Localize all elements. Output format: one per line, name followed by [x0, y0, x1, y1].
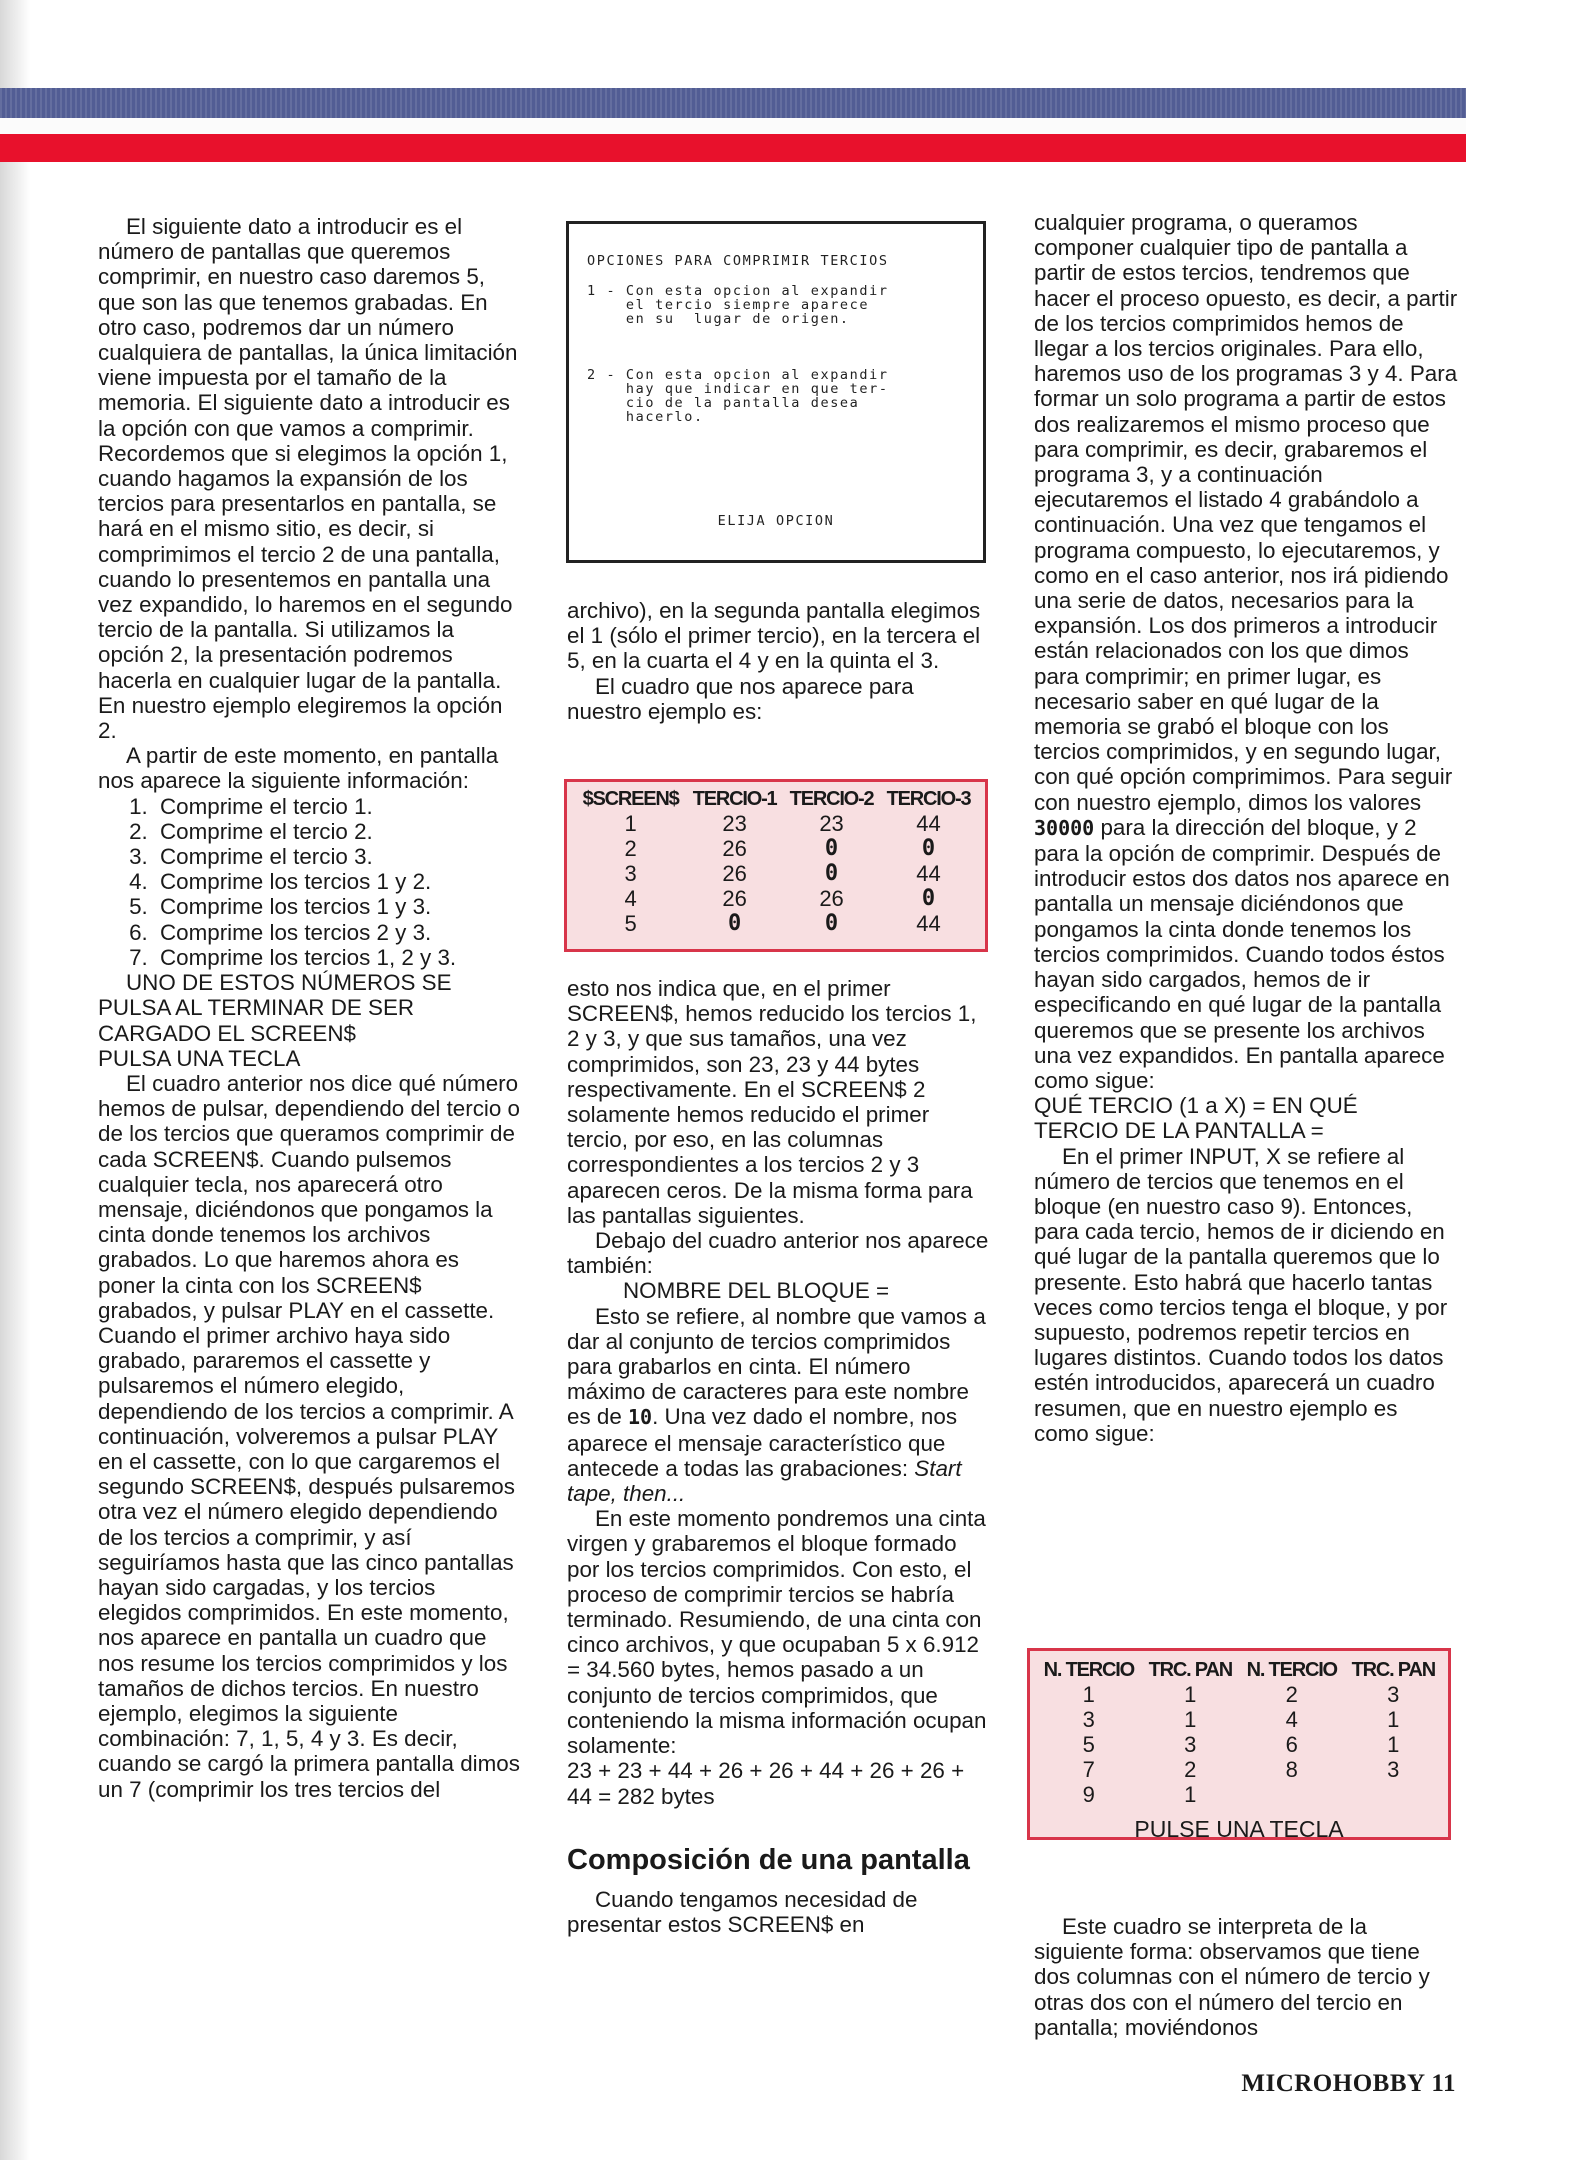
- right-paragraph-1: [1034, 210, 1458, 1093]
- expansion-table: [1036, 1659, 1442, 1842]
- right-paragraph-1-text: para la dirección del bloque, y 2 para la opción de comprimir. Después de introducir estos dos datos nos aparece en pantalla un mensaje diciéndonos que pongamos la cinta donde tenemos los tercios comprimidos. Cuando todos éstos hayan sido cargados, hemos de ir especificando en qué lugar de la pantalla queremos que se presente los archivos una vez expandidos. En pantalla aparece como sigue:: [1034, 814, 1450, 1093]
- table-cell: [1239, 1782, 1345, 1807]
- middle-paragraph-6-text: . Una vez dado el nombre, nos aparece el mensaje característico que antecede a todas las grabaciones:: [567, 1404, 958, 1481]
- table-cell: 44: [916, 911, 941, 936]
- screen-option-1-line: el tercio siempre aparece: [587, 297, 870, 313]
- table-header-cell: N. TERCIO: [1043, 1659, 1134, 1681]
- table-header-cell: TERCIO-1: [692, 788, 777, 810]
- table-cell: 4: [1285, 1707, 1298, 1732]
- table-row: [575, 911, 977, 936]
- max-chars-number: 10: [628, 1405, 653, 1430]
- screen-option-1-line: 1 - Con esta opcion al expandir: [587, 283, 889, 299]
- screen-message-line: UNO DE ESTOS NÚMEROS SE: [126, 970, 452, 996]
- table-row: [1036, 1707, 1442, 1732]
- screen-option-2-line: cio de la pantalla desea: [587, 395, 860, 411]
- right-column-upper: [1034, 210, 1458, 1446]
- table-cell: 5: [624, 911, 637, 936]
- table-cell: 44: [916, 861, 941, 886]
- block-address-number: 30000: [1034, 815, 1095, 840]
- table-footer-message: PULSE UNA TECLA: [1134, 1816, 1344, 1842]
- table-cell: 1: [1184, 1707, 1197, 1732]
- table-header-cell: N. TERCIO: [1246, 1659, 1337, 1681]
- table-cell: 1: [1184, 1682, 1197, 1707]
- left-paragraph-3: El cuadro anterior nos dice qué número hemos de pulsar, dependiendo del tercio o de los tercios que queramos comprimir de cada SCREEN$. Cuando pulsemos cualquier tecla, nos aparecerá otro mensaje, diciéndonos que pongamos la cinta donde tenemos los archivos grabados. Lo que haremos ahora es poner la cinta con los SCREEN$ grabados, y pulsar PLAY en el cassette. Cuando el primer archivo haya sido grabado, pararemos el cassette y pulsaremos el número elegido, dependiendo de los tercios a comprimir. A continuación, volveremos a pulsar PLAY en el cassette, con lo que cargaremos el segundo SCREEN$, después pulsaremos otra vez el número elegido dependiendo de los tercios a comprimir, y así seguiríamos hasta que las cinco pantallas hayan sido cargadas, y los tercios elegidos comprimidos. En este momento, nos aparece en pantalla un cuadro que nos resume los tercios comprimidos y los tamaños de dichos tercios. En nuestro ejemplo, elegimos la siguiente combinación: 7, 1, 5, 4 y 3. Es decir, cuando se cargó la primera pantalla dimos un 7 (comprimir los tres tercios del: [98, 1070, 520, 1802]
- table-cell: 3: [624, 861, 637, 886]
- table-row: [575, 861, 977, 886]
- left-paragraph-1: El siguiente dato a introducir es el número de pantallas que queremos comprimir, en nuestro caso daremos 5, que son las que tenemos grabadas. En otro caso, podremos dar un número cualquiera de pantallas, la única limitación viene impuesta por el tamaño de la memoria. El siguiente dato a introducir es la opción con que vamos a comprimir. Recordemos que si elegimos la opción 1, cuando hagamos la expansión de los tercios para presentarlos en pantalla, se hará en el mismo sitio, es decir, si comprimimos el tercio 2 de una pantalla, cuando lo presentemos en pantalla una vez expandido, lo haremos en el segundo tercio de la pantalla. Si utilizamos la opción 2, la presentación podremos hacerla en cualquier lugar de la pantalla. En nuestro ejemplo elegiremos la opción 2.: [98, 214, 518, 744]
- table-row: [575, 811, 977, 836]
- table-header-cell: TRC. PAN: [1351, 1659, 1435, 1681]
- option-list-item: 6. Comprime los tercios 2 y 3.: [154, 920, 522, 945]
- table-cell: 26: [722, 861, 747, 886]
- table-cell: 4: [624, 886, 637, 911]
- table-header-cell: $SCREEN$: [582, 788, 679, 810]
- table-row: [1036, 1757, 1442, 1782]
- option-list-item: 1. Comprime el tercio 1.: [154, 794, 522, 819]
- option-list-item: 7. Comprime los tercios 1, 2 y 3.: [154, 945, 522, 970]
- table-cell: 0: [921, 836, 936, 861]
- middle-paragraph-4: Debajo del cuadro anterior nos aparece también:: [567, 1228, 989, 1279]
- table-header-cell: TRC. PAN: [1148, 1659, 1232, 1681]
- option-list-item: 4. Comprime los tercios 1 y 2.: [154, 869, 522, 894]
- table-cell: 5: [1082, 1732, 1095, 1757]
- option-list-item: 2. Comprime el tercio 2.: [154, 819, 522, 844]
- screen-prompt: ELIJA OPCION: [717, 513, 835, 529]
- middle-paragraph-7: En este momento pondremos una cinta virgen y grabaremos el bloque formado por los tercios comprimidos. Con esto, el proceso de comprimir tercios se habría terminado. Resumiendo, de una cinta con cinco archivos, y que ocupaban 5 x 6.912 = 34.560 bytes, hemos pasado a un conjunto de tercios comprimidos, que conteniendo la misma información ocupan solamente:: [567, 1506, 987, 1759]
- tape-message: Start tape, then...: [567, 1455, 962, 1507]
- screen-option-2-line: 2 - Con esta opcion al expandir: [587, 367, 889, 383]
- option-list-item: 3. Comprime el tercio 3.: [154, 844, 522, 869]
- page-edge-shadow: [0, 0, 30, 2160]
- table-cell: 8: [1285, 1757, 1298, 1782]
- table-cell: 0: [824, 861, 839, 886]
- right-screen-line: QUÉ TERCIO (1 a X) = EN QUÉ: [1034, 1093, 1358, 1119]
- table-row: [1036, 1782, 1442, 1807]
- header-band-blue: [0, 88, 1466, 118]
- spectrum-screen-box: [566, 221, 986, 563]
- right-column-lower: [1034, 1914, 1458, 2040]
- table-cell: 2: [624, 836, 637, 861]
- table-cell: 1: [624, 811, 637, 836]
- left-paragraph-2: A partir de este momento, en pantalla nos aparece la siguiente información:: [98, 743, 499, 794]
- header-band-red: [0, 134, 1466, 162]
- table-cell: 9: [1082, 1782, 1095, 1807]
- middle-paragraph-6: [567, 1304, 991, 1507]
- table-row: [1036, 1807, 1442, 1842]
- screen-message-line: PULSA UNA TECLA: [98, 1045, 301, 1071]
- table-header-cell: TERCIO-2: [789, 788, 874, 810]
- screen-option-2-line: hacerlo.: [587, 409, 704, 425]
- middle-paragraph-6-text: Esto se refiere, al nombre que vamos a dar al conjunto de tercios comprimidos para grabarlos en cinta. El número máximo de caracteres para este nombre es de: [567, 1303, 986, 1430]
- table-cell: 3: [1184, 1732, 1197, 1757]
- table-cell: 26: [722, 886, 747, 911]
- table-cell: 3: [1387, 1757, 1400, 1782]
- table-cell: 0: [727, 911, 742, 936]
- table-cell: 23: [722, 811, 747, 836]
- table-row: [1036, 1682, 1442, 1707]
- middle-paragraph-2: El cuadro que nos aparece para nuestro ejemplo es:: [567, 673, 914, 724]
- screen-message-line: PULSA AL TERMINAR DE SER: [98, 995, 415, 1021]
- table-cell: 1: [1387, 1732, 1400, 1757]
- middle-column-lower: [567, 976, 991, 1937]
- table-cell: 7: [1082, 1757, 1095, 1782]
- table-cell: 0: [921, 886, 936, 911]
- table-header-cell: TERCIO-3: [886, 788, 971, 810]
- table-cell: 0: [824, 836, 839, 861]
- page-footer: MICROHOBBY 11: [1241, 2070, 1456, 2097]
- table-cell: 26: [722, 836, 747, 861]
- section-heading: Composición de una pantalla: [567, 1843, 970, 1876]
- table-cell: 44: [916, 811, 941, 836]
- right-paragraph-1-text: cualquier programa, o queramos componer cualquier tipo de pantalla a partir de estos tercios, tendremos que hacer el proceso opuesto, es decir, a partir de los tercios comprimidos hemos de llegar a los tercios originales. Para ello, haremos uso de los programas 3 y 4. Para formar un solo programa a partir de estos dos realizaremos el mismo proceso que para comprimir, es decir, grabaremos el programa 3, y a continuación ejecutaremos el listado 4 grabándolo a continuación. Una vez que tengamos el programa compuesto, lo ejecutaremos, y como en el caso anterior, nos irá pidiendo una serie de datos, necesarios para la expansión. Los dos primeros a introducir están relacionados con los que dimos para comprimir; en primer lugar, es necesario saber en qué lugar de la memoria se grabó el bloque con los tercios comprimidos, y en segundo lugar, con qué opción comprimimos. Para seguir con nuestro ejemplo, dimos los valores: [1034, 210, 1458, 815]
- header-band-white: [0, 118, 1466, 134]
- right-screen-line: TERCIO DE LA PANTALLA =: [1034, 1118, 1324, 1144]
- right-paragraph-3: Este cuadro se interpreta de la siguiente forma: observamos que tiene dos columnas con el número de tercio y otras dos con el número del tercio en pantalla; moviéndonos: [1034, 1914, 1430, 2040]
- table-cell: 26: [819, 886, 844, 911]
- table-cell: 1: [1387, 1707, 1400, 1732]
- table-cell: 3: [1082, 1707, 1095, 1732]
- table-cell: [1345, 1782, 1442, 1807]
- screen-option-1-line: en su lugar de origen.: [587, 311, 850, 327]
- screen-title: OPCIONES PARA COMPRIMIR TERCIOS: [587, 253, 889, 269]
- table-cell: 1: [1082, 1682, 1095, 1707]
- middle-paragraph-1: archivo), en la segunda pantalla elegimos el 1 (sólo el primer tercio), en la tercera el 5, en la cuarta el 4 y en la quinta el 3.: [567, 598, 981, 674]
- table-cell: 1: [1184, 1782, 1197, 1807]
- table-cell: 2: [1184, 1757, 1197, 1782]
- option-list: [98, 794, 522, 970]
- middle-paragraph-9: Cuando tengamos necesidad de presentar estos SCREEN$ en: [567, 1886, 918, 1937]
- screens-table: [575, 788, 977, 936]
- screens-table-box: [564, 779, 988, 952]
- screen-message-line: CARGADO EL SCREEN$: [98, 1020, 356, 1046]
- table-cell: 23: [819, 811, 844, 836]
- middle-paragraph-3: esto nos indica que, en el primer SCREEN$, hemos reducido los tercios 1, 2 y 3, y que sus tamaños, una vez comprimidos, son 23, 23 y 44 bytes respectivamente. En el SCREEN$ 2 solamente hemos reducido el primer tercio, por eso, en las columnas correspondientes a los tercios 2 y 3 aparecen ceros. De la misma forma para las pantallas siguientes.: [567, 976, 977, 1228]
- table-row: [1036, 1732, 1442, 1757]
- table-cell: 2: [1285, 1682, 1298, 1707]
- bytes-sum: 23 + 23 + 44 + 26 + 26 + 44 + 26 + 26 + 44 = 282 bytes: [567, 1758, 965, 1809]
- left-column: [98, 214, 522, 1802]
- table-cell: 3: [1387, 1682, 1400, 1707]
- table-row: [575, 886, 977, 911]
- right-paragraph-2: En el primer INPUT, X se refiere al número de tercios que tenemos en el bloque (en nuestro caso 9). Entonces, para cada tercio, hemos de ir diciendo en qué lugar de la pantalla queremos que lo presente. Esto habrá que hacerlo tantas veces como tercios tenga el bloque, y por supuesto, podremos repetir tercios en lugares distintos. Cuando todos los datos estén introducidos, aparecerá un cuadro resumen, que en nuestro ejemplo es como sigue:: [1034, 1143, 1448, 1446]
- middle-screen-prompt: NOMBRE DEL BLOQUE =: [623, 1278, 890, 1304]
- table-cell: 6: [1285, 1732, 1298, 1757]
- screen-option-2-line: hay que indicar en que ter-: [587, 381, 889, 397]
- option-list-item: 5. Comprime los tercios 1 y 3.: [154, 894, 522, 919]
- table-row: [575, 836, 977, 861]
- middle-column-upper: [567, 598, 991, 724]
- table-cell: 0: [824, 911, 839, 936]
- expansion-table-box: [1027, 1648, 1451, 1840]
